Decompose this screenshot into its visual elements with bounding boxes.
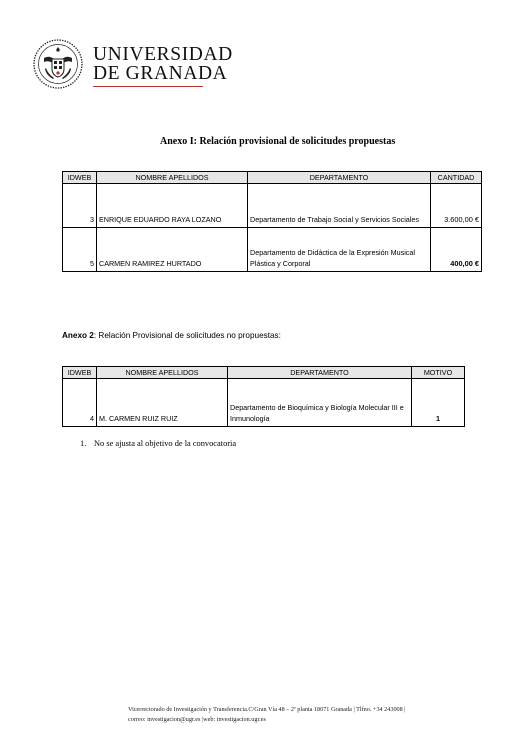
annex1-table	[62, 171, 482, 272]
annex1-title: Anexo I: Relación provisional de solicitudes propuestas	[160, 136, 396, 147]
header-divider	[93, 86, 203, 87]
idweb-cell: 4	[63, 379, 97, 427]
footnote-item	[80, 439, 236, 448]
column-header-name: NOMBRE APELLIDOS	[97, 172, 248, 184]
column-header-department: DEPARTAMENTO	[228, 367, 412, 379]
annex2-table	[62, 366, 465, 427]
footer-address: Vicerrectorado de Investigación y Transferencia.C/Gran Vía 48 – 2ª planta 18071 Granada | Tlfno. +34 243008 |	[128, 706, 406, 713]
column-header-reason: MOTIVO	[412, 367, 465, 379]
name-cell: ENRIQUE EDUARDO RAYA LOZANO	[97, 184, 248, 228]
university-name-line1: UNIVERSIDAD	[93, 44, 233, 65]
column-header-department: DEPARTAMENTO	[248, 172, 431, 184]
name-cell: M. CARMEN RUIZ RUIZ	[97, 379, 228, 427]
footer-contact: correo: investigacion@ugr.es |web: investigacion.ugr.es	[128, 716, 266, 723]
table-row	[63, 379, 465, 427]
column-header-amount: CANTIDAD	[431, 172, 482, 184]
annex2-title-text: : Relación Provisional de solicitudes no propuestas:	[93, 331, 281, 340]
table-header-row	[63, 367, 465, 379]
department-cell: Departamento de Bioquímica y Biología Molecular III e Inmunología	[228, 379, 412, 427]
column-header-idweb: IDWEB	[63, 367, 97, 379]
reason-cell: 1	[412, 379, 465, 427]
table-row	[63, 184, 482, 228]
annex2-title	[62, 331, 281, 340]
amount-cell: 3.600,00 €	[431, 184, 482, 228]
footnote-text: No se ajusta al objetivo de la convocatoria	[94, 439, 237, 448]
footnote-number: 1.	[80, 439, 87, 448]
university-wordmark	[93, 45, 233, 83]
idweb-cell: 5	[63, 228, 97, 272]
name-cell: CARMEN RAMIREZ HURTADO	[97, 228, 248, 272]
page-footer	[128, 705, 406, 725]
university-crest-logo	[32, 38, 84, 90]
table-row	[63, 228, 482, 272]
amount-cell: 400,00 €	[431, 228, 482, 272]
department-cell: Departamento de Trabajo Social y Servicios Sociales	[248, 184, 431, 228]
annex2-title-label: Anexo 2	[62, 331, 94, 340]
department-cell: Departamento de Didáctica de la Expresión Musical Plástica y Corporal	[248, 228, 431, 272]
idweb-cell: 3	[63, 184, 97, 228]
column-header-name: NOMBRE APELLIDOS	[97, 367, 228, 379]
table-header-row	[63, 172, 482, 184]
university-name-line2: DE GRANADA	[93, 63, 228, 84]
column-header-idweb: IDWEB	[63, 172, 97, 184]
